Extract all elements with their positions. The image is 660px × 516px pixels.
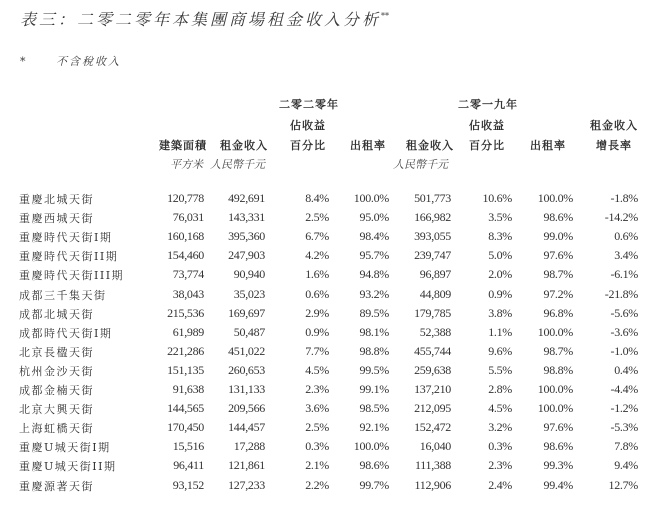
- cell-occ-2019: 96.8%: [543, 305, 573, 320]
- cell-share-2020: 2.3%: [305, 382, 329, 396]
- unit-rent-2020: 人民幣千元: [210, 158, 265, 171]
- cell-rent-2019: 455,744: [414, 343, 451, 358]
- table-title: 表三：二零二零年本集團商場租金收入分析**: [20, 10, 390, 29]
- cell-occ-2019: 99.4%: [543, 477, 573, 492]
- table-row: [0, 439, 660, 458]
- cell-growth: -21.8%: [604, 286, 638, 301]
- cell-gfa: 160,168: [167, 229, 204, 244]
- cell-occ-2019: 98.7%: [543, 343, 573, 358]
- cell-rent-2019: 179,785: [414, 305, 451, 320]
- cell-growth: -14.2%: [604, 210, 638, 225]
- cell-share-2019: 2.3%: [488, 458, 512, 473]
- cell-gfa: 96,411: [173, 458, 204, 473]
- header-growth-line1: 租金收入: [590, 119, 638, 132]
- cell-gfa: 91,638: [172, 382, 204, 396]
- cell-rent-2020: 121,861: [228, 458, 265, 473]
- cell-share-2020: 0.3%: [305, 439, 329, 454]
- table-row: [0, 248, 660, 267]
- cell-occ-2019: 100.0%: [537, 191, 573, 205]
- cell-name: 成都時代天街I期: [19, 326, 113, 340]
- cell-rent-2020: 35,023: [233, 286, 265, 301]
- cell-occ-2020: 99.1%: [359, 382, 389, 396]
- cell-rent-2020: 247,903: [228, 248, 265, 263]
- cell-growth: -3.6%: [610, 324, 638, 339]
- cell-rent-2019: 393,055: [414, 229, 451, 244]
- cell-occ-2019: 97.6%: [543, 248, 573, 263]
- cell-occ-2020: 99.7%: [359, 477, 389, 492]
- cell-name: 杭州金沙天街: [19, 364, 94, 378]
- cell-growth: 7.8%: [614, 439, 638, 454]
- cell-share-2019: 9.6%: [488, 343, 512, 358]
- cell-gfa: 93,152: [172, 477, 204, 492]
- cell-rent-2020: 260,653: [228, 362, 265, 377]
- cell-share-2020: 4.5%: [305, 362, 329, 377]
- cell-name: 北京長楹天街: [19, 345, 94, 359]
- cell-rent-2019: 137,210: [414, 382, 451, 396]
- cell-growth: -1.0%: [610, 343, 638, 358]
- cell-growth: 12.7%: [608, 477, 638, 492]
- cell-occ-2019: 98.7%: [543, 267, 573, 282]
- cell-share-2020: 3.6%: [305, 401, 329, 416]
- cell-share-2020: 0.9%: [305, 324, 329, 339]
- cell-occ-2020: 98.8%: [359, 343, 389, 358]
- cell-gfa: 73,774: [172, 267, 204, 282]
- table-row: [0, 420, 660, 439]
- cell-gfa: 61,989: [172, 324, 204, 339]
- cell-gfa: 144,565: [167, 401, 204, 416]
- cell-rent-2020: 209,566: [228, 401, 265, 416]
- cell-rent-2019: 16,040: [419, 439, 451, 454]
- cell-gfa: 221,286: [167, 343, 204, 358]
- header-share-2020: 百分比: [290, 139, 326, 152]
- cell-rent-2020: 451,022: [228, 343, 265, 358]
- cell-share-2019: 1.1%: [488, 324, 512, 339]
- cell-occ-2020: 89.5%: [359, 305, 389, 320]
- cell-name: 重慶U城天街I期: [19, 441, 111, 455]
- cell-occ-2020: 98.4%: [359, 229, 389, 244]
- unit-gfa: 平方米: [170, 158, 203, 171]
- table-row: [0, 325, 660, 344]
- cell-occ-2020: 99.5%: [359, 362, 389, 377]
- header-occ-2020: 出租率: [350, 139, 386, 152]
- table-row: [0, 210, 660, 229]
- cell-share-2019: 2.8%: [488, 382, 512, 396]
- header-rent-2020: 租金收入: [220, 139, 268, 152]
- cell-share-2019: 8.3%: [488, 229, 512, 244]
- cell-rent-2019: 44,809: [419, 286, 451, 301]
- cell-growth: -5.3%: [610, 420, 638, 435]
- cell-occ-2019: 97.2%: [543, 286, 573, 301]
- cell-rent-2020: 50,487: [233, 324, 265, 339]
- cell-share-2019: 3.5%: [488, 210, 512, 225]
- cell-rent-2020: 131,133: [228, 382, 265, 396]
- cell-share-2019: 0.9%: [488, 286, 512, 301]
- cell-share-2019: 3.8%: [488, 305, 512, 320]
- cell-name: 重慶源著天街: [19, 479, 94, 493]
- header-year-2019: 二零一九年: [458, 98, 518, 111]
- cell-rent-2020: 492,691: [228, 191, 265, 205]
- cell-name: 北京大興天街: [19, 403, 94, 417]
- footnote: [20, 53, 121, 69]
- cell-gfa: 76,031: [172, 210, 204, 225]
- cell-share-2019: 4.5%: [488, 401, 512, 416]
- cell-name: 重慶時代天街II期: [19, 250, 119, 264]
- table-row: [0, 382, 660, 401]
- cell-rent-2019: 52,388: [419, 324, 451, 339]
- cell-occ-2020: 93.2%: [359, 286, 389, 301]
- cell-name: 重慶時代天街I期: [19, 231, 113, 245]
- cell-occ-2019: 100.0%: [537, 401, 573, 416]
- cell-name: 重慶西城天街: [19, 212, 94, 226]
- cell-share-2020: 4.2%: [305, 248, 329, 263]
- header-year-2020: 二零二零年: [279, 98, 339, 111]
- table-row: [0, 458, 660, 477]
- cell-rent-2019: 239,747: [414, 248, 451, 263]
- cell-occ-2019: 98.6%: [543, 210, 573, 225]
- cell-share-2019: 3.2%: [488, 420, 512, 435]
- cell-name: 成都北城天街: [19, 307, 94, 321]
- cell-rent-2020: 127,233: [228, 477, 265, 492]
- cell-growth: -4.4%: [610, 382, 638, 396]
- header-rent-2019: 租金收入: [406, 139, 454, 152]
- table-row: [0, 267, 660, 286]
- cell-rent-2019: 152,472: [414, 420, 451, 435]
- cell-share-2019: 5.0%: [488, 248, 512, 263]
- cell-rent-2019: 111,388: [414, 458, 451, 473]
- cell-occ-2019: 97.6%: [543, 420, 573, 435]
- table-row: [0, 306, 660, 325]
- cell-occ-2020: 94.8%: [359, 267, 389, 282]
- cell-occ-2020: 100.0%: [353, 191, 389, 205]
- cell-rent-2019: 259,638: [414, 362, 451, 377]
- cell-gfa: 15,516: [172, 439, 204, 454]
- cell-share-2019: 5.5%: [488, 362, 512, 377]
- cell-occ-2019: 98.8%: [543, 362, 573, 377]
- cell-share-2020: 7.7%: [305, 343, 329, 358]
- cell-occ-2020: 98.6%: [359, 458, 389, 473]
- cell-growth: 9.4%: [614, 458, 638, 473]
- cell-share-2020: 8.4%: [305, 191, 329, 205]
- table-row: [0, 344, 660, 363]
- cell-share-2020: 2.5%: [305, 210, 329, 225]
- cell-share-2019: 10.6%: [482, 191, 512, 205]
- cell-share-2020: 2.1%: [305, 458, 329, 473]
- cell-share-2019: 2.4%: [488, 477, 512, 492]
- cell-rent-2020: 90,940: [233, 267, 265, 282]
- cell-growth: -5.6%: [610, 305, 638, 320]
- cell-share-2020: 2.2%: [305, 477, 329, 492]
- cell-rent-2019: 212,095: [414, 401, 451, 416]
- cell-name: 重慶北城天街: [19, 193, 94, 206]
- cell-gfa: 215,536: [167, 305, 204, 320]
- table-row: [0, 191, 660, 210]
- cell-rent-2019: 96,897: [419, 267, 451, 282]
- cell-share-2020: 2.5%: [305, 420, 329, 435]
- header-growth: 增長率: [596, 139, 632, 152]
- cell-growth: -6.1%: [610, 267, 638, 282]
- cell-rent-2019: 166,982: [414, 210, 451, 225]
- cell-share-2019: 2.0%: [488, 267, 512, 282]
- cell-rent-2020: 169,697: [228, 305, 265, 320]
- cell-growth: 0.6%: [614, 229, 638, 244]
- cell-gfa: 170,450: [167, 420, 204, 435]
- cell-occ-2020: 98.5%: [359, 401, 389, 416]
- cell-gfa: 38,043: [172, 286, 204, 301]
- table-row: [0, 287, 660, 306]
- header-occ-2019: 出租率: [530, 139, 566, 152]
- cell-rent-2020: 143,331: [228, 210, 265, 225]
- header-share-2020-line1: 佔收益: [290, 119, 326, 132]
- footnote-marker: *: [20, 55, 26, 68]
- cell-share-2020: 2.9%: [305, 305, 329, 320]
- cell-name: 重慶U城天街II期: [19, 460, 117, 474]
- cell-rent-2020: 17,288: [233, 439, 265, 454]
- cell-name: 重慶時代天街III期: [19, 269, 125, 283]
- cell-occ-2020: 95.0%: [359, 210, 389, 225]
- title-footnote-marker: **: [381, 11, 390, 21]
- cell-growth: 0.4%: [614, 362, 638, 377]
- cell-growth: 3.4%: [614, 248, 638, 263]
- header-share-2019: 百分比: [469, 139, 505, 152]
- cell-occ-2019: 99.3%: [543, 458, 573, 473]
- cell-name: 上海虹橋天街: [19, 422, 94, 436]
- footnote-text: 不含稅收入: [56, 55, 121, 68]
- cell-occ-2020: 98.1%: [359, 324, 389, 339]
- cell-rent-2019: 501,773: [414, 191, 451, 205]
- cell-growth: -1.8%: [610, 191, 638, 205]
- cell-gfa: 154,460: [167, 248, 204, 263]
- table-row: [0, 478, 660, 497]
- cell-rent-2019: 112,906: [414, 477, 451, 492]
- cell-growth: -1.2%: [610, 401, 638, 416]
- cell-share-2019: 0.3%: [488, 439, 512, 454]
- cell-rent-2020: 144,457: [228, 420, 265, 435]
- cell-occ-2019: 100.0%: [537, 324, 573, 339]
- cell-occ-2020: 100.0%: [353, 439, 389, 454]
- cell-gfa: 151,135: [167, 362, 204, 377]
- cell-occ-2019: 100.0%: [537, 382, 573, 396]
- header-gfa: 建築面積: [159, 139, 207, 152]
- cell-share-2020: 0.6%: [305, 286, 329, 301]
- cell-share-2020: 1.6%: [305, 267, 329, 282]
- cell-occ-2019: 98.6%: [543, 439, 573, 454]
- header-share-2019-line1: 佔收益: [469, 119, 505, 132]
- cell-occ-2020: 95.7%: [359, 248, 389, 263]
- table-row: [0, 401, 660, 420]
- table-row: [0, 363, 660, 382]
- cell-name: 成都金楠天街: [19, 384, 94, 397]
- cell-rent-2020: 395,360: [228, 229, 265, 244]
- cell-name: 成都三千集天街: [19, 288, 107, 302]
- cell-occ-2019: 99.0%: [543, 229, 573, 244]
- cell-occ-2020: 92.1%: [359, 420, 389, 435]
- cell-gfa: 120,778: [167, 191, 204, 205]
- cell-share-2020: 6.7%: [305, 229, 329, 244]
- table-row: [0, 229, 660, 248]
- unit-rent-2019: 人民幣千元: [393, 158, 448, 171]
